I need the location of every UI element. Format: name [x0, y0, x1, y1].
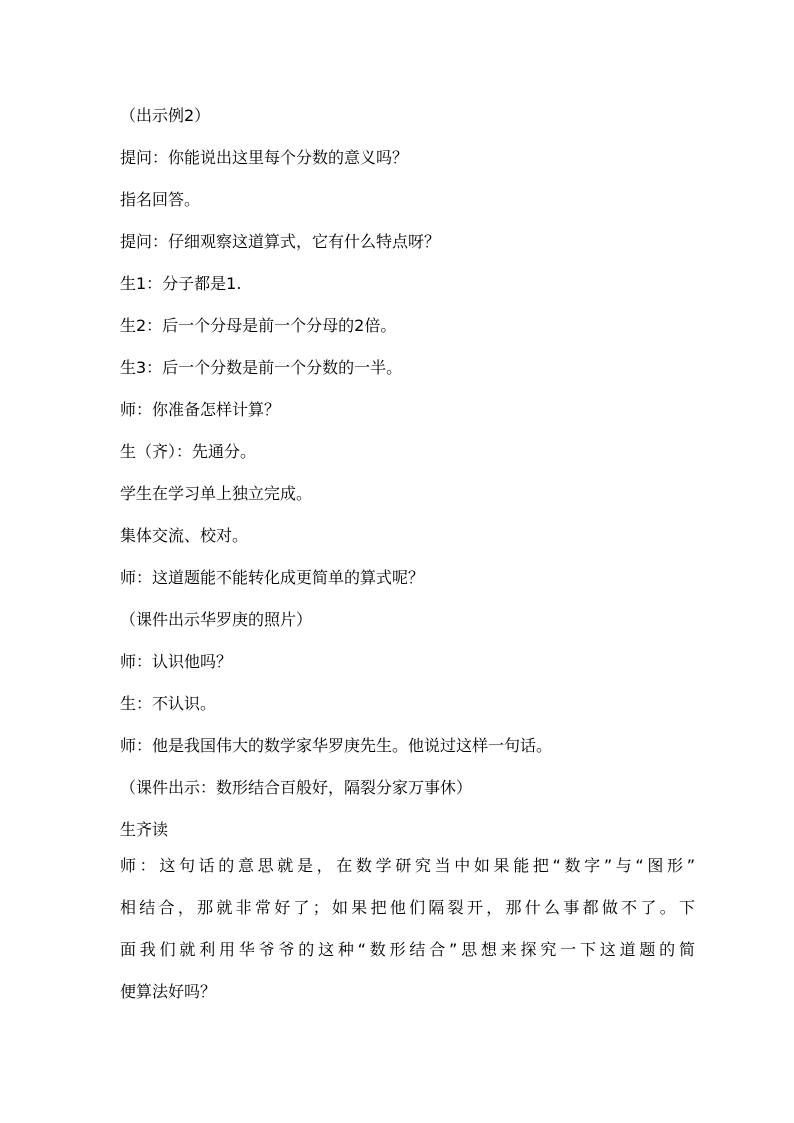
text-line: 生齐读: [120, 820, 169, 839]
text-line: （出示例2）: [120, 106, 211, 125]
text-line: 师：你准备怎样计算？: [120, 400, 281, 419]
paragraph-line: 面我们就利用华爷爷的这种“数形结合”思想来探究一下这道题的简: [120, 940, 695, 959]
text-line: 生1：分子都是1.: [120, 274, 242, 293]
text-line: 生（齐）：先通分。: [120, 442, 257, 461]
paragraph-line: 师：这句话的意思就是，在数学研究当中如果能把“数字”与“图形”: [120, 856, 695, 875]
text-line: 师：他是我国伟大的数学家华罗庚先生。他说过这样一句话。: [120, 736, 553, 755]
paragraph-line: 相结合，那就非常好了；如果把他们隔裂开，那什么事都做不了。下: [120, 898, 695, 917]
text-line: 提问：你能说出这里每个分数的意义吗？: [120, 148, 409, 167]
text-line: （课件出示华罗庚的照片）: [120, 610, 313, 629]
text-line: 师：认识他吗？: [120, 652, 233, 671]
text-line: （课件出示：数形结合百般好，隔裂分家万事休）: [120, 778, 473, 797]
text-line: 提问：仔细观察这道算式，它有什么特点呀？: [120, 232, 441, 251]
text-line: 指名回答。: [120, 190, 201, 209]
text-line: 集体交流、校对。: [120, 526, 249, 545]
text-line: 生3：后一个分数是前一个分数的一半。: [120, 358, 403, 377]
text-line: 生：不认识。: [120, 694, 217, 713]
text-line: 学生在学习单上独立完成。: [120, 484, 313, 503]
text-line: 师：这道题能不能转化成更简单的算式呢？: [120, 568, 425, 587]
text-line: 生2：后一个分母是前一个分母的2倍。: [120, 316, 397, 335]
paragraph-line: 便算法好吗？: [120, 982, 217, 1001]
